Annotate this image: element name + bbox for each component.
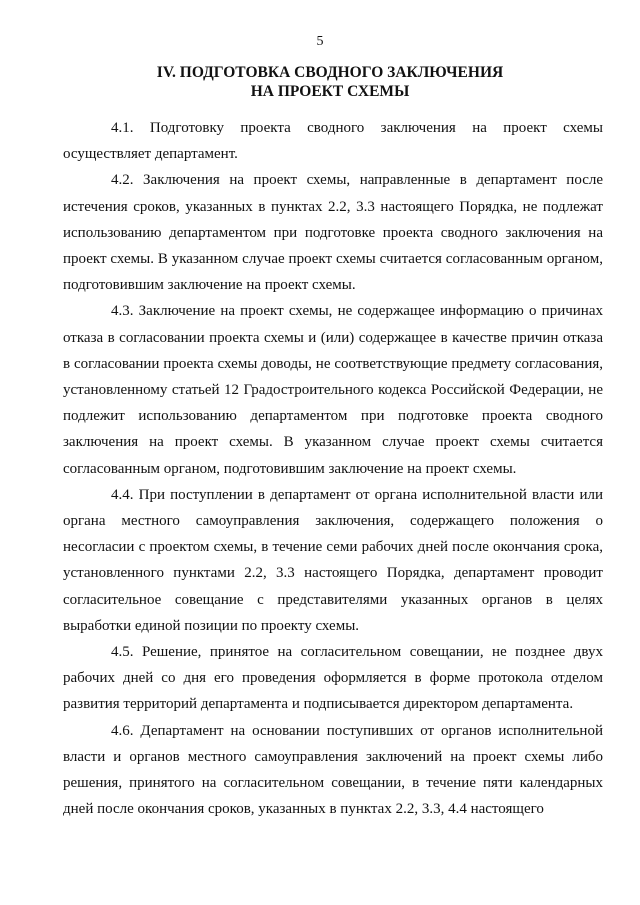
paragraph-4-2: 4.2. Заключения на проект схемы, направленные в департамент после истечения сроков, указанных в пунктах 2.2, 3.3 настоящего Порядка, не подлежат использованию департаментом при подготовке проекта сводного заключения на проект схемы. В указанном случае проект схемы считается согласованным органом, подготовившим заключение на проект схемы. <box>63 172 603 294</box>
section-title-line-1: IV. ПОДГОТОВКА СВОДНОГО ЗАКЛЮЧЕНИЯ <box>156 64 504 81</box>
section-title-line-2: НА ПРОЕКТ СХЕМЫ <box>250 83 410 100</box>
paragraph-4-5: 4.5. Решение, принятое на согласительном совещании, не позднее двух рабочих дней со дня его проведения оформляется в форме протокола отделом развития территорий департамента и подписывается директором департамента. <box>63 644 603 713</box>
paragraph-4-3: 4.3. Заключение на проект схемы, не содержащее информацию о причинах отказа в согласовании проекта схемы и (или) содержащее в качестве причин отказа в согласовании проекта схемы доводы, не соответствующие предмету согласования, установленному статьей 12 Градостроительного кодекса Российской Федерации, не подлежит использованию департаментом при подготовке проекта сводного заключения на проект схемы. В указанном случае проект схемы считается согласованным органом, подготовившим заключение на проект схемы. <box>63 303 603 477</box>
paragraph-4-6: 4.6. Департамент на основании поступивших от органов исполнительной власти и органов местного самоуправления заключений на проект схемы либо решения, принятого на согласительном совещании, в течение пяти календарных дней после окончания сроков, указанных в пунктах 2.2, 3.3, 4.4 настоящего <box>63 722 603 818</box>
document-body <box>63 115 603 822</box>
paragraph-4-4: 4.4. При поступлении в департамент от органа исполнительной власти или органа местного самоуправления заключения, содержащего положения о несогласии с проектом схемы, в течение семи рабочих дней после окончания срока, установленного пунктами 2.2, 3.3 настоящего Порядка, департамент проводит согласительное совещание с представителями указанных органов в целях выработки единой позиции по проекту схемы. <box>63 486 603 634</box>
page-number: 5 <box>316 34 324 49</box>
paragraph-4-1: 4.1. Подготовку проекта сводного заключения на проект схемы осуществляет департамент. <box>63 120 603 163</box>
section-title <box>60 63 600 101</box>
